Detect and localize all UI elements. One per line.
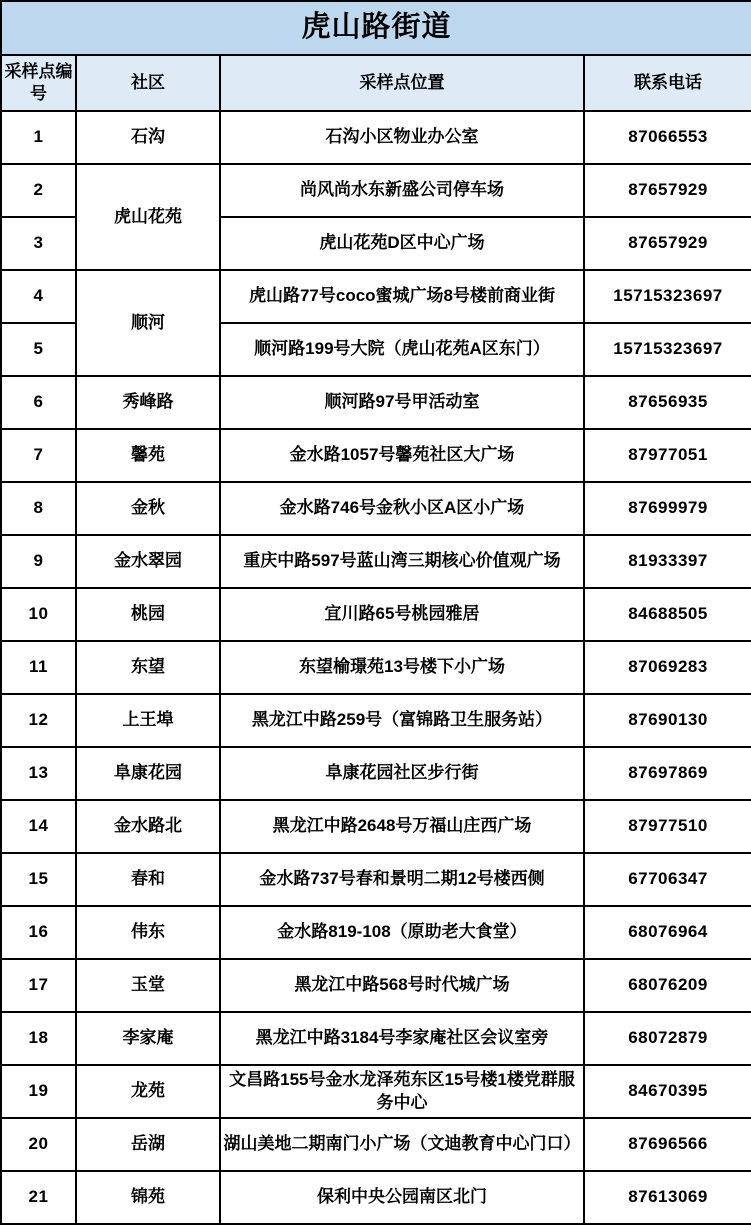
table-row: [1, 906, 751, 959]
location-cell: 黑龙江中路259号（富锦路卫生服务站）: [220, 694, 584, 747]
row-number-cell: 6: [1, 376, 76, 429]
community-cell: 伟东: [76, 906, 220, 959]
column-header-number: 采样点编号: [1, 55, 76, 111]
location-cell: 宜川路65号桃园雅居: [220, 588, 584, 641]
row-number-cell: 12: [1, 694, 76, 747]
table-row: [1, 694, 751, 747]
table-row: [1, 270, 751, 323]
location-cell: 虎山路77号coco蜜城广场8号楼前商业街: [220, 270, 584, 323]
community-cell: 金水翠园: [76, 535, 220, 588]
community-cell: 顺河: [76, 270, 220, 376]
phone-cell: 87066553: [584, 111, 751, 164]
row-number-cell: 18: [1, 1012, 76, 1065]
location-cell: 湖山美地二期南门小广场（文迪教育中心门口）: [220, 1118, 584, 1171]
page-title: 虎山路街道: [1, 1, 751, 55]
table-row: [1, 588, 751, 641]
phone-cell: 87696566: [584, 1118, 751, 1171]
row-number-cell: 1: [1, 111, 76, 164]
location-cell: 黑龙江中路568号时代城广场: [220, 959, 584, 1012]
location-cell: 金水路737号春和景明二期12号楼西侧: [220, 853, 584, 906]
phone-cell: 87690130: [584, 694, 751, 747]
community-cell: 金秋: [76, 482, 220, 535]
row-number-cell: 17: [1, 959, 76, 1012]
row-number-cell: 16: [1, 906, 76, 959]
table-row: [1, 800, 751, 853]
table-row: [1, 535, 751, 588]
phone-cell: 87069283: [584, 641, 751, 694]
column-header-location: 采样点位置: [220, 55, 584, 111]
community-cell: 馨苑: [76, 429, 220, 482]
community-cell: 李家庵: [76, 1012, 220, 1065]
row-number-cell: 2: [1, 164, 76, 217]
community-cell: 阜康花园: [76, 747, 220, 800]
table-body: [1, 1, 751, 1224]
row-number-cell: 20: [1, 1118, 76, 1171]
phone-cell: 15715323697: [584, 270, 751, 323]
phone-cell: 67706347: [584, 853, 751, 906]
community-cell: 秀峰路: [76, 376, 220, 429]
row-number-cell: 9: [1, 535, 76, 588]
location-cell: 黑龙江中路2648号万福山庄西广场: [220, 800, 584, 853]
row-number-cell: 8: [1, 482, 76, 535]
community-cell: 桃园: [76, 588, 220, 641]
phone-cell: 87699979: [584, 482, 751, 535]
location-cell: 金水路819-108（原助老大食堂）: [220, 906, 584, 959]
phone-cell: 84688505: [584, 588, 751, 641]
phone-cell: 84670395: [584, 1065, 751, 1118]
row-number-cell: 3: [1, 217, 76, 270]
table-row: [1, 164, 751, 217]
location-cell: 顺河路199号大院（虎山花苑A区东门）: [220, 323, 584, 376]
row-number-cell: 4: [1, 270, 76, 323]
title-row: [1, 1, 751, 55]
community-cell: 锦苑: [76, 1171, 220, 1224]
location-cell: 阜康花园社区步行街: [220, 747, 584, 800]
community-cell: 上王埠: [76, 694, 220, 747]
location-cell: 顺河路97号甲活动室: [220, 376, 584, 429]
location-cell: 文昌路155号金水龙泽苑东区15号楼1楼党群服务中心: [220, 1065, 584, 1118]
table-row: [1, 1012, 751, 1065]
location-cell: 重庆中路597号蓝山湾三期核心价值观广场: [220, 535, 584, 588]
location-cell: 保利中央公园南区北门: [220, 1171, 584, 1224]
phone-cell: 87656935: [584, 376, 751, 429]
row-number-cell: 7: [1, 429, 76, 482]
column-header-phone: 联系电话: [584, 55, 751, 111]
table-row: [1, 482, 751, 535]
phone-cell: 68076964: [584, 906, 751, 959]
row-number-cell: 19: [1, 1065, 76, 1118]
location-cell: 石沟小区物业办公室: [220, 111, 584, 164]
row-number-cell: 13: [1, 747, 76, 800]
table-row: [1, 853, 751, 906]
phone-cell: 87697869: [584, 747, 751, 800]
table-row: [1, 1118, 751, 1171]
community-cell: 石沟: [76, 111, 220, 164]
phone-cell: 68072879: [584, 1012, 751, 1065]
phone-cell: 68076209: [584, 959, 751, 1012]
row-number-cell: 10: [1, 588, 76, 641]
phone-cell: 15715323697: [584, 323, 751, 376]
row-number-cell: 11: [1, 641, 76, 694]
location-cell: 金水路746号金秋小区A区小广场: [220, 482, 584, 535]
community-cell: 虎山花苑: [76, 164, 220, 270]
location-cell: 东望榆璟苑13号楼下小广场: [220, 641, 584, 694]
community-cell: 东望: [76, 641, 220, 694]
community-cell: 玉堂: [76, 959, 220, 1012]
community-cell: 岳湖: [76, 1118, 220, 1171]
row-number-cell: 5: [1, 323, 76, 376]
phone-cell: 87977051: [584, 429, 751, 482]
phone-cell: 87657929: [584, 217, 751, 270]
phone-cell: 81933397: [584, 535, 751, 588]
location-cell: 黑龙江中路3184号李家庵社区会议室旁: [220, 1012, 584, 1065]
phone-cell: 87657929: [584, 164, 751, 217]
table-row: [1, 111, 751, 164]
table-row: [1, 641, 751, 694]
row-number-cell: 21: [1, 1171, 76, 1224]
table-row: [1, 429, 751, 482]
row-number-cell: 15: [1, 853, 76, 906]
table-row: [1, 376, 751, 429]
table-row: [1, 1171, 751, 1224]
community-cell: 春和: [76, 853, 220, 906]
location-cell: 虎山花苑D区中心广场: [220, 217, 584, 270]
header-row: [1, 55, 751, 111]
location-cell: 金水路1057号馨苑社区大广场: [220, 429, 584, 482]
column-header-community: 社区: [76, 55, 220, 111]
location-cell: 尚风尚水东新盛公司停车场: [220, 164, 584, 217]
phone-cell: 87977510: [584, 800, 751, 853]
table-row: [1, 747, 751, 800]
row-number-cell: 14: [1, 800, 76, 853]
table-row: [1, 1065, 751, 1118]
phone-cell: 87613069: [584, 1171, 751, 1224]
community-cell: 金水路北: [76, 800, 220, 853]
community-cell: 龙苑: [76, 1065, 220, 1118]
table-row: [1, 959, 751, 1012]
